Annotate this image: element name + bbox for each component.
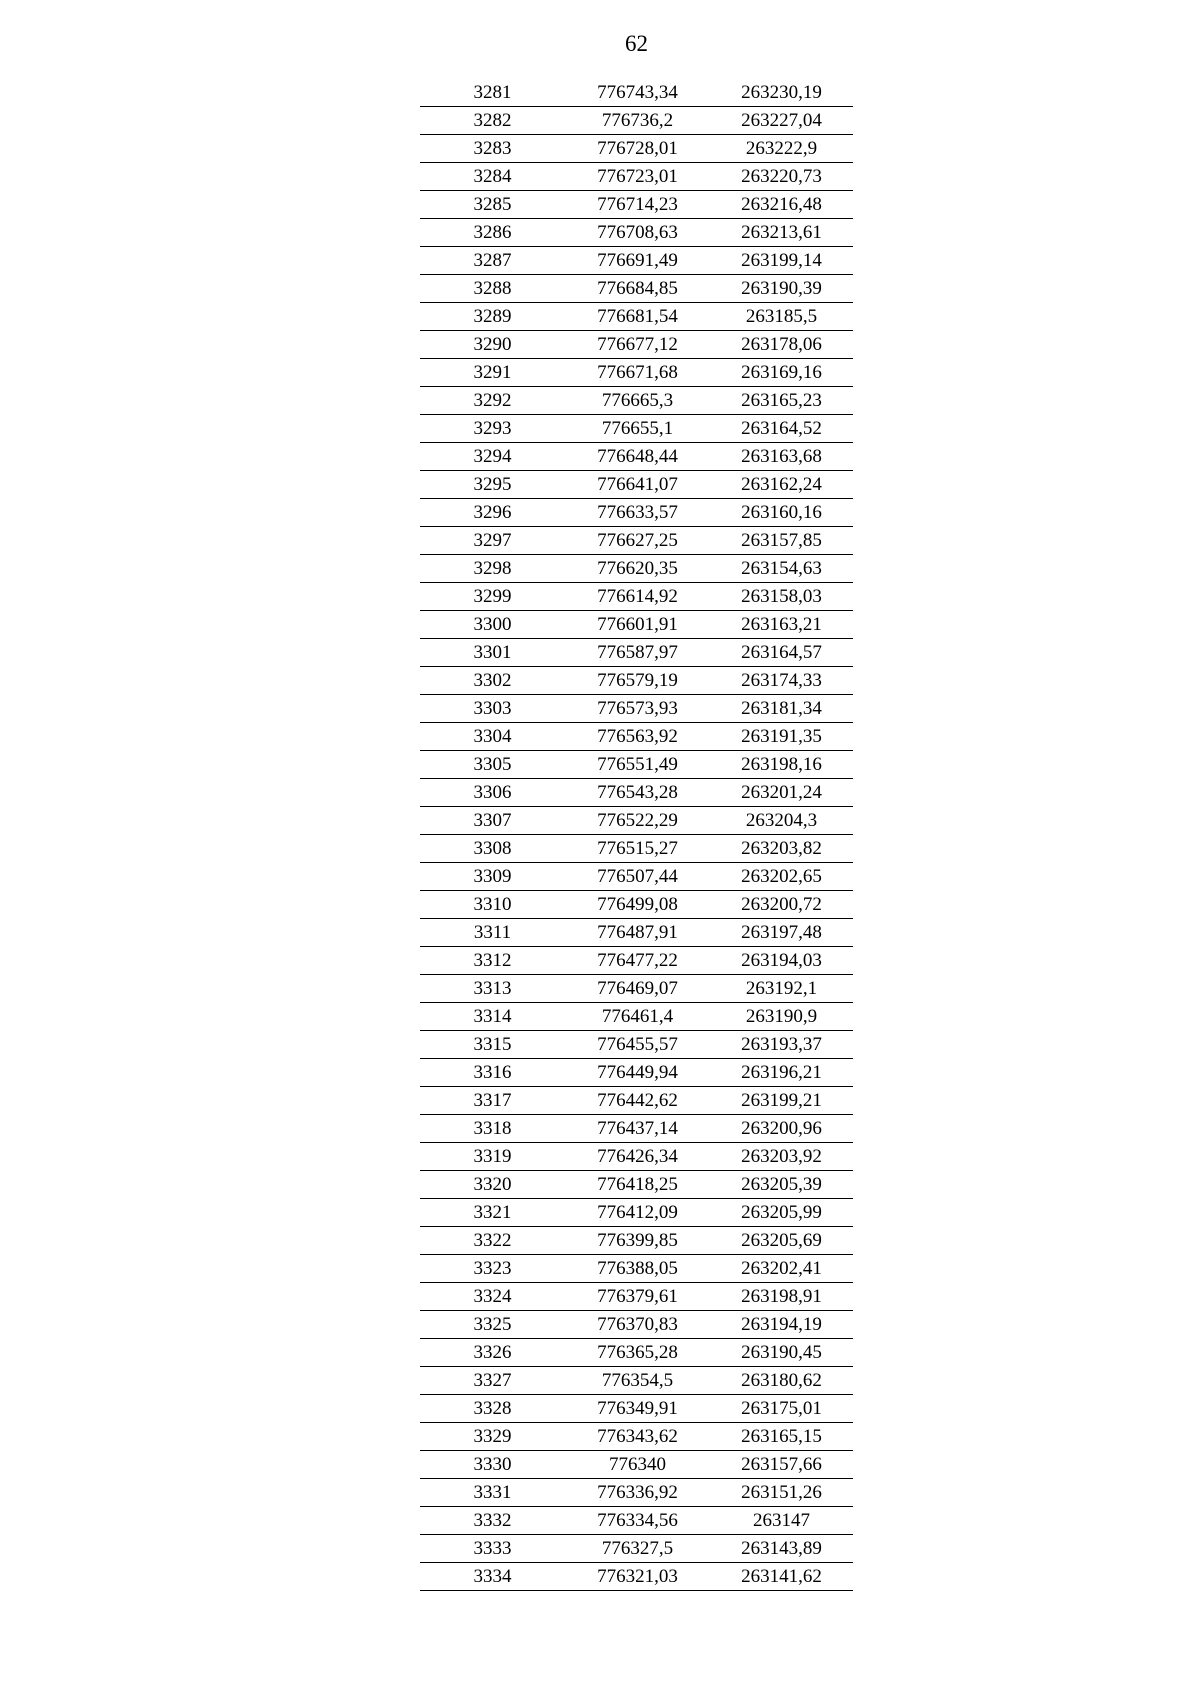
x-coordinate-cell: 776627,25 [565, 527, 710, 555]
point-number-cell: 3331 [420, 1479, 565, 1507]
x-coordinate-cell: 776684,85 [565, 275, 710, 303]
y-coordinate-cell: 263201,24 [710, 779, 853, 807]
point-number-cell: 3297 [420, 527, 565, 555]
y-coordinate-cell: 263194,19 [710, 1311, 853, 1339]
point-number-cell: 3282 [420, 107, 565, 135]
y-coordinate-cell: 263157,66 [710, 1451, 853, 1479]
y-coordinate-cell: 263213,61 [710, 219, 853, 247]
y-coordinate-cell: 263205,69 [710, 1227, 853, 1255]
point-number-cell: 3324 [420, 1283, 565, 1311]
point-number-cell: 3303 [420, 695, 565, 723]
point-number-cell: 3309 [420, 863, 565, 891]
x-coordinate-cell: 776573,93 [565, 695, 710, 723]
y-coordinate-cell: 263158,03 [710, 583, 853, 611]
point-number-cell: 3306 [420, 779, 565, 807]
table-row [420, 415, 853, 443]
y-coordinate-cell: 263190,9 [710, 1003, 853, 1031]
y-coordinate-cell: 263165,23 [710, 387, 853, 415]
y-coordinate-cell: 263164,57 [710, 639, 853, 667]
table-row [420, 275, 853, 303]
x-coordinate-cell: 776515,27 [565, 835, 710, 863]
table-row [420, 1199, 853, 1227]
table-row [420, 1311, 853, 1339]
y-coordinate-cell: 263175,01 [710, 1395, 853, 1423]
point-number-cell: 3294 [420, 443, 565, 471]
x-coordinate-cell: 776708,63 [565, 219, 710, 247]
table-row [420, 1003, 853, 1031]
x-coordinate-cell: 776655,1 [565, 415, 710, 443]
table-row [420, 1367, 853, 1395]
y-coordinate-cell: 263162,24 [710, 471, 853, 499]
y-coordinate-cell: 263164,52 [710, 415, 853, 443]
table-row [420, 1115, 853, 1143]
y-coordinate-cell: 263181,34 [710, 695, 853, 723]
y-coordinate-cell: 263200,72 [710, 891, 853, 919]
point-number-cell: 3302 [420, 667, 565, 695]
table-row [420, 1507, 853, 1535]
x-coordinate-cell: 776728,01 [565, 135, 710, 163]
x-coordinate-cell: 776736,2 [565, 107, 710, 135]
y-coordinate-cell: 263163,21 [710, 611, 853, 639]
y-coordinate-cell: 263227,04 [710, 107, 853, 135]
table-row [420, 1423, 853, 1451]
point-number-cell: 3289 [420, 303, 565, 331]
table-row [420, 331, 853, 359]
x-coordinate-cell: 776543,28 [565, 779, 710, 807]
x-coordinate-cell: 776437,14 [565, 1115, 710, 1143]
table-row [420, 1255, 853, 1283]
y-coordinate-cell: 263220,73 [710, 163, 853, 191]
x-coordinate-cell: 776691,49 [565, 247, 710, 275]
y-coordinate-cell: 263165,15 [710, 1423, 853, 1451]
point-number-cell: 3285 [420, 191, 565, 219]
table-row [420, 611, 853, 639]
point-number-cell: 3325 [420, 1311, 565, 1339]
x-coordinate-cell: 776340 [565, 1451, 710, 1479]
x-coordinate-cell: 776343,62 [565, 1423, 710, 1451]
y-coordinate-cell: 263198,16 [710, 751, 853, 779]
x-coordinate-cell: 776601,91 [565, 611, 710, 639]
table-row [420, 891, 853, 919]
table-row [420, 1283, 853, 1311]
y-coordinate-cell: 263180,62 [710, 1367, 853, 1395]
y-coordinate-cell: 263199,14 [710, 247, 853, 275]
table-row [420, 779, 853, 807]
y-coordinate-cell: 263192,1 [710, 975, 853, 1003]
point-number-cell: 3296 [420, 499, 565, 527]
x-coordinate-cell: 776455,57 [565, 1031, 710, 1059]
y-coordinate-cell: 263174,33 [710, 667, 853, 695]
x-coordinate-cell: 776579,19 [565, 667, 710, 695]
table-row [420, 219, 853, 247]
table-row [420, 1395, 853, 1423]
table-row [420, 247, 853, 275]
y-coordinate-cell: 263202,65 [710, 863, 853, 891]
table-row [420, 919, 853, 947]
y-coordinate-cell: 263194,03 [710, 947, 853, 975]
y-coordinate-cell: 263204,3 [710, 807, 853, 835]
coordinates-table [420, 79, 853, 1591]
x-coordinate-cell: 776412,09 [565, 1199, 710, 1227]
x-coordinate-cell: 776449,94 [565, 1059, 710, 1087]
x-coordinate-cell: 776563,92 [565, 723, 710, 751]
y-coordinate-cell: 263216,48 [710, 191, 853, 219]
x-coordinate-cell: 776677,12 [565, 331, 710, 359]
x-coordinate-cell: 776349,91 [565, 1395, 710, 1423]
table-row [420, 667, 853, 695]
y-coordinate-cell: 263191,35 [710, 723, 853, 751]
x-coordinate-cell: 776442,62 [565, 1087, 710, 1115]
table-row [420, 947, 853, 975]
x-coordinate-cell: 776487,91 [565, 919, 710, 947]
point-number-cell: 3322 [420, 1227, 565, 1255]
y-coordinate-cell: 263178,06 [710, 331, 853, 359]
x-coordinate-cell: 776507,44 [565, 863, 710, 891]
point-number-cell: 3329 [420, 1423, 565, 1451]
table-row [420, 975, 853, 1003]
point-number-cell: 3321 [420, 1199, 565, 1227]
x-coordinate-cell: 776522,29 [565, 807, 710, 835]
coordinates-table-body [420, 79, 853, 1591]
table-row [420, 835, 853, 863]
point-number-cell: 3305 [420, 751, 565, 779]
point-number-cell: 3299 [420, 583, 565, 611]
table-row [420, 359, 853, 387]
point-number-cell: 3307 [420, 807, 565, 835]
y-coordinate-cell: 263190,39 [710, 275, 853, 303]
point-number-cell: 3323 [420, 1255, 565, 1283]
point-number-cell: 3334 [420, 1563, 565, 1591]
point-number-cell: 3288 [420, 275, 565, 303]
x-coordinate-cell: 776388,05 [565, 1255, 710, 1283]
x-coordinate-cell: 776426,34 [565, 1143, 710, 1171]
x-coordinate-cell: 776665,3 [565, 387, 710, 415]
table-row [420, 387, 853, 415]
y-coordinate-cell: 263185,5 [710, 303, 853, 331]
point-number-cell: 3328 [420, 1395, 565, 1423]
table-row [420, 107, 853, 135]
point-number-cell: 3308 [420, 835, 565, 863]
y-coordinate-cell: 263203,92 [710, 1143, 853, 1171]
table-row [420, 1059, 853, 1087]
table-row [420, 863, 853, 891]
point-number-cell: 3316 [420, 1059, 565, 1087]
table-row [420, 471, 853, 499]
y-coordinate-cell: 263199,21 [710, 1087, 853, 1115]
table-row [420, 1479, 853, 1507]
table-row [420, 695, 853, 723]
table-row [420, 555, 853, 583]
table-row [420, 1563, 853, 1591]
x-coordinate-cell: 776336,92 [565, 1479, 710, 1507]
table-row [420, 723, 853, 751]
y-coordinate-cell: 263198,91 [710, 1283, 853, 1311]
y-coordinate-cell: 263143,89 [710, 1535, 853, 1563]
table-row [420, 1451, 853, 1479]
table-row [420, 1339, 853, 1367]
point-number-cell: 3284 [420, 163, 565, 191]
table-row [420, 499, 853, 527]
x-coordinate-cell: 776327,5 [565, 1535, 710, 1563]
x-coordinate-cell: 776334,56 [565, 1507, 710, 1535]
point-number-cell: 3320 [420, 1171, 565, 1199]
x-coordinate-cell: 776681,54 [565, 303, 710, 331]
table-row [420, 135, 853, 163]
y-coordinate-cell: 263196,21 [710, 1059, 853, 1087]
point-number-cell: 3301 [420, 639, 565, 667]
table-row [420, 303, 853, 331]
x-coordinate-cell: 776714,23 [565, 191, 710, 219]
x-coordinate-cell: 776354,5 [565, 1367, 710, 1395]
x-coordinate-cell: 776620,35 [565, 555, 710, 583]
point-number-cell: 3304 [420, 723, 565, 751]
page-number: 62 [625, 31, 648, 56]
y-coordinate-cell: 263200,96 [710, 1115, 853, 1143]
y-coordinate-cell: 263141,62 [710, 1563, 853, 1591]
point-number-cell: 3286 [420, 219, 565, 247]
table-row [420, 191, 853, 219]
point-number-cell: 3292 [420, 387, 565, 415]
x-coordinate-cell: 776461,4 [565, 1003, 710, 1031]
point-number-cell: 3290 [420, 331, 565, 359]
y-coordinate-cell: 263202,41 [710, 1255, 853, 1283]
table-row [420, 527, 853, 555]
y-coordinate-cell: 263154,63 [710, 555, 853, 583]
table-row [420, 1227, 853, 1255]
point-number-cell: 3326 [420, 1339, 565, 1367]
point-number-cell: 3317 [420, 1087, 565, 1115]
table-row [420, 639, 853, 667]
x-coordinate-cell: 776365,28 [565, 1339, 710, 1367]
point-number-cell: 3313 [420, 975, 565, 1003]
point-number-cell: 3312 [420, 947, 565, 975]
x-coordinate-cell: 776370,83 [565, 1311, 710, 1339]
point-number-cell: 3332 [420, 1507, 565, 1535]
table-row [420, 1535, 853, 1563]
point-number-cell: 3319 [420, 1143, 565, 1171]
point-number-cell: 3314 [420, 1003, 565, 1031]
point-number-cell: 3291 [420, 359, 565, 387]
point-number-cell: 3310 [420, 891, 565, 919]
y-coordinate-cell: 263230,19 [710, 79, 853, 107]
x-coordinate-cell: 776469,07 [565, 975, 710, 1003]
point-number-cell: 3333 [420, 1535, 565, 1563]
y-coordinate-cell: 263205,39 [710, 1171, 853, 1199]
point-number-cell: 3311 [420, 919, 565, 947]
x-coordinate-cell: 776321,03 [565, 1563, 710, 1591]
x-coordinate-cell: 776499,08 [565, 891, 710, 919]
x-coordinate-cell: 776671,68 [565, 359, 710, 387]
y-coordinate-cell: 263169,16 [710, 359, 853, 387]
y-coordinate-cell: 263205,99 [710, 1199, 853, 1227]
y-coordinate-cell: 263197,48 [710, 919, 853, 947]
y-coordinate-cell: 263190,45 [710, 1339, 853, 1367]
x-coordinate-cell: 776379,61 [565, 1283, 710, 1311]
x-coordinate-cell: 776614,92 [565, 583, 710, 611]
point-number-cell: 3318 [420, 1115, 565, 1143]
table-row [420, 807, 853, 835]
point-number-cell: 3330 [420, 1451, 565, 1479]
x-coordinate-cell: 776587,97 [565, 639, 710, 667]
point-number-cell: 3298 [420, 555, 565, 583]
x-coordinate-cell: 776551,49 [565, 751, 710, 779]
x-coordinate-cell: 776477,22 [565, 947, 710, 975]
y-coordinate-cell: 263160,16 [710, 499, 853, 527]
table-row [420, 163, 853, 191]
x-coordinate-cell: 776641,07 [565, 471, 710, 499]
table-row [420, 1143, 853, 1171]
table-row [420, 583, 853, 611]
point-number-cell: 3281 [420, 79, 565, 107]
y-coordinate-cell: 263157,85 [710, 527, 853, 555]
y-coordinate-cell: 263147 [710, 1507, 853, 1535]
point-number-cell: 3295 [420, 471, 565, 499]
x-coordinate-cell: 776418,25 [565, 1171, 710, 1199]
table-row [420, 751, 853, 779]
y-coordinate-cell: 263203,82 [710, 835, 853, 863]
x-coordinate-cell: 776723,01 [565, 163, 710, 191]
x-coordinate-cell: 776399,85 [565, 1227, 710, 1255]
point-number-cell: 3300 [420, 611, 565, 639]
x-coordinate-cell: 776633,57 [565, 499, 710, 527]
point-number-cell: 3315 [420, 1031, 565, 1059]
table-row [420, 1171, 853, 1199]
table-row [420, 1087, 853, 1115]
point-number-cell: 3283 [420, 135, 565, 163]
x-coordinate-cell: 776648,44 [565, 443, 710, 471]
point-number-cell: 3293 [420, 415, 565, 443]
point-number-cell: 3287 [420, 247, 565, 275]
y-coordinate-cell: 263163,68 [710, 443, 853, 471]
y-coordinate-cell: 263151,26 [710, 1479, 853, 1507]
table-row [420, 79, 853, 107]
x-coordinate-cell: 776743,34 [565, 79, 710, 107]
point-number-cell: 3327 [420, 1367, 565, 1395]
y-coordinate-cell: 263193,37 [710, 1031, 853, 1059]
y-coordinate-cell: 263222,9 [710, 135, 853, 163]
table-row [420, 1031, 853, 1059]
table-row [420, 443, 853, 471]
